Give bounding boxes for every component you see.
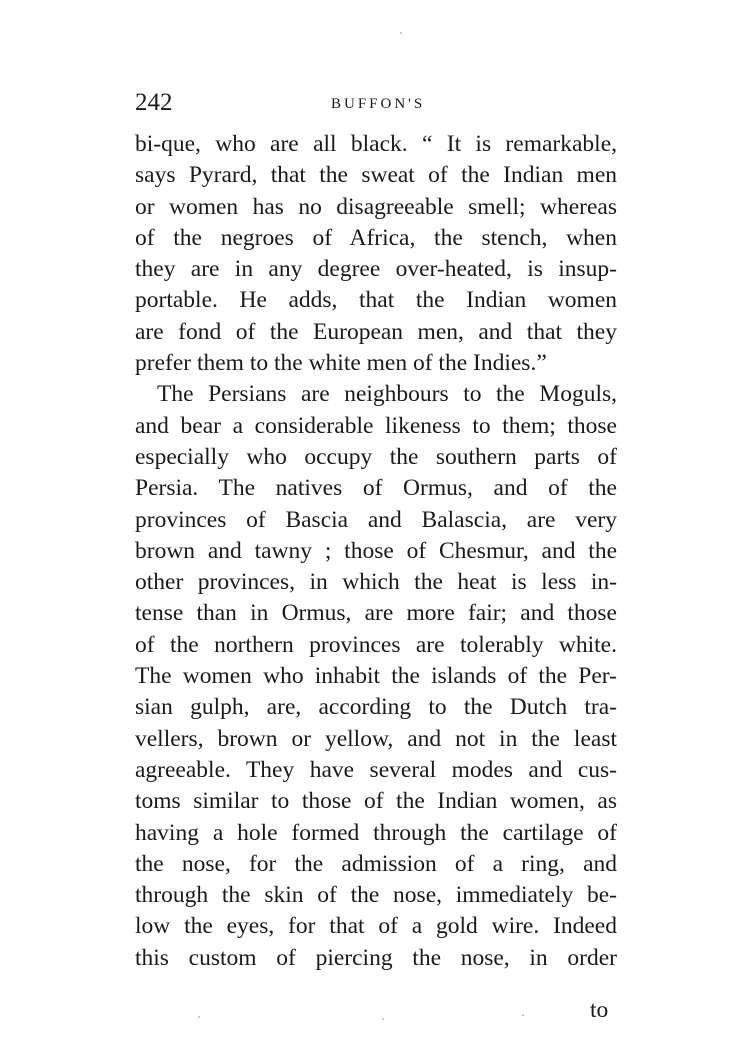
paragraph-2	[135, 379, 617, 974]
text-line: through the skin of the nose, immediately be-	[135, 882, 617, 909]
text-line: other provinces, in which the heat is less in-	[135, 569, 617, 596]
text-line: especially who occupy the southern parts of	[135, 443, 617, 470]
text-line: Persia. The natives of Ormus, and of the	[135, 475, 617, 502]
text-line: The Persians are neighbours to the Moguls,	[157, 381, 617, 408]
text-line: low the eyes, for that of a gold wire. Indeed	[135, 913, 617, 940]
text-line: the nose, for the admission of a ring, and	[135, 850, 617, 877]
text-line: portable. He adds, that the Indian women	[135, 287, 617, 314]
text-line: The women who inhabit the islands of the Per-	[135, 663, 617, 690]
text-line: vellers, brown or yellow, and not in the least	[135, 725, 617, 752]
page-number: 242	[135, 89, 173, 116]
text-line: this custom of piercing the nose, in order	[135, 944, 617, 971]
text-line: toms similar to those of the Indian women, as	[135, 788, 617, 815]
body-text	[135, 129, 617, 974]
text-line: tense than in Ormus, are more fair; and those	[135, 600, 617, 627]
text-line: bi-que, who are all black. “ It is remarkable,	[135, 131, 617, 157]
running-head: BUFFON'S	[331, 96, 426, 112]
scan-speck	[198, 1016, 200, 1018]
text-line: brown and tawny ; those of Chesmur, and the	[135, 537, 617, 564]
text-line: says Pyrard, that the sweat of the Indian men	[135, 162, 617, 189]
text-line: agreeable. They have several modes and cus-	[135, 756, 617, 783]
text-line: prefer them to the white men of the Indies.”	[135, 350, 547, 377]
paragraph-1	[135, 129, 617, 379]
text-line: and bear a considerable likeness to them; those	[135, 412, 617, 439]
scan-speck	[400, 32, 402, 34]
text-line: of the negroes of Africa, the stench, when	[135, 224, 617, 251]
text-line: are fond of the European men, and that they	[135, 318, 617, 345]
scan-speck	[382, 1018, 384, 1020]
scan-speck	[522, 1014, 524, 1016]
catchword: to	[590, 997, 609, 1023]
text-line: sian gulph, are, according to the Dutch tra-	[135, 694, 617, 721]
text-line: having a hole formed through the cartilage of	[135, 819, 617, 846]
text-line: they are in any degree over-heated, is insup-	[135, 256, 617, 283]
text-line: of the northern provinces are tolerably white.	[135, 631, 617, 658]
text-line: provinces of Bascia and Balascia, are very	[135, 506, 617, 533]
text-line: or women has no disagreeable smell; whereas	[135, 193, 617, 220]
page-header	[135, 88, 615, 118]
